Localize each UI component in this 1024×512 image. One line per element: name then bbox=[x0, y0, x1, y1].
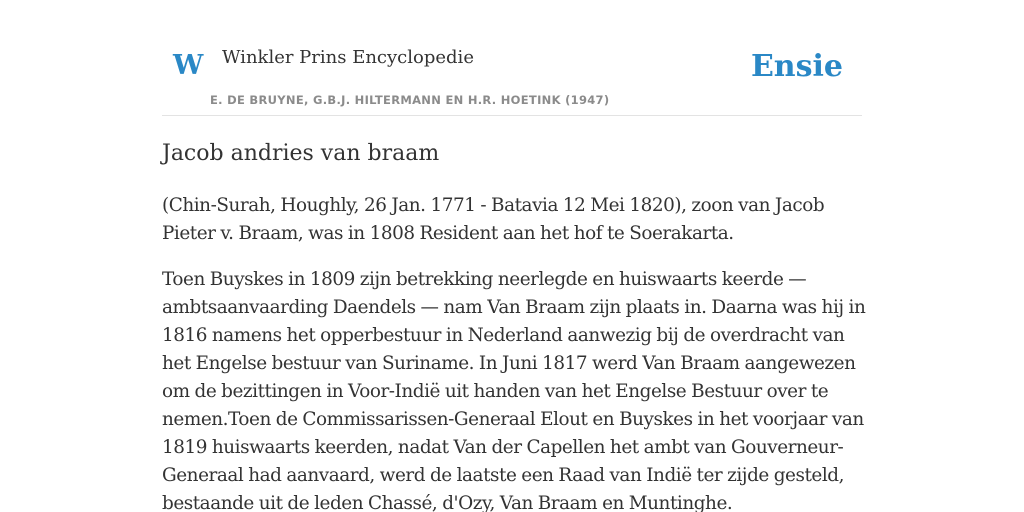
site-header bbox=[162, 0, 862, 116]
article-body bbox=[162, 192, 868, 512]
source-authors: E. DE BRUYNE, G.B.J. HILTERMANN EN H.R. HOETINK (1947) bbox=[210, 93, 610, 107]
site-title[interactable]: Winkler Prins Encyclopedie bbox=[222, 47, 474, 68]
article-paragraph-2: Toen Buyskes in 1809 zijn betrekking neerlegde en huiswaarts keerde — ambtsaanvaarding Daendels — nam Van Braam zijn plaats in. Daarna was hij in 1816 namens het opperbestuur in Nederland aanwezig bij de overdracht van het Engelse bestuur van Suriname. In Juni 1817 werd Van Braam aangewezen om de bezittingen in Voor-Indië uit handen van het Engelse Bestuur over te nemen.Toen de Commissarissen-Generaal Elout en Buyskes in het voorjaar van 1819 huiswaarts keerden, nadat Van der Capellen het ambt van Gouverneur-Generaal had aanvaard, werd de laatste een Raad van Indië ter zijde gesteld, bestaande uit de leden Chassé, d'Ozy, Van Braam en Muntinghe. bbox=[162, 269, 866, 512]
article-title: Jacob andries van braam bbox=[162, 141, 440, 166]
ensie-logo[interactable]: Ensie bbox=[750, 49, 843, 84]
winkler-prins-logo[interactable]: W bbox=[173, 50, 204, 81]
article-paragraph-1: (Chin-Surah, Houghly, 26 Jan. 1771 - Batavia 12 Mei 1820), zoon van Jacob Pieter v. Braam, was in 1808 Resident aan het hof te Soerakarta. bbox=[162, 195, 825, 244]
